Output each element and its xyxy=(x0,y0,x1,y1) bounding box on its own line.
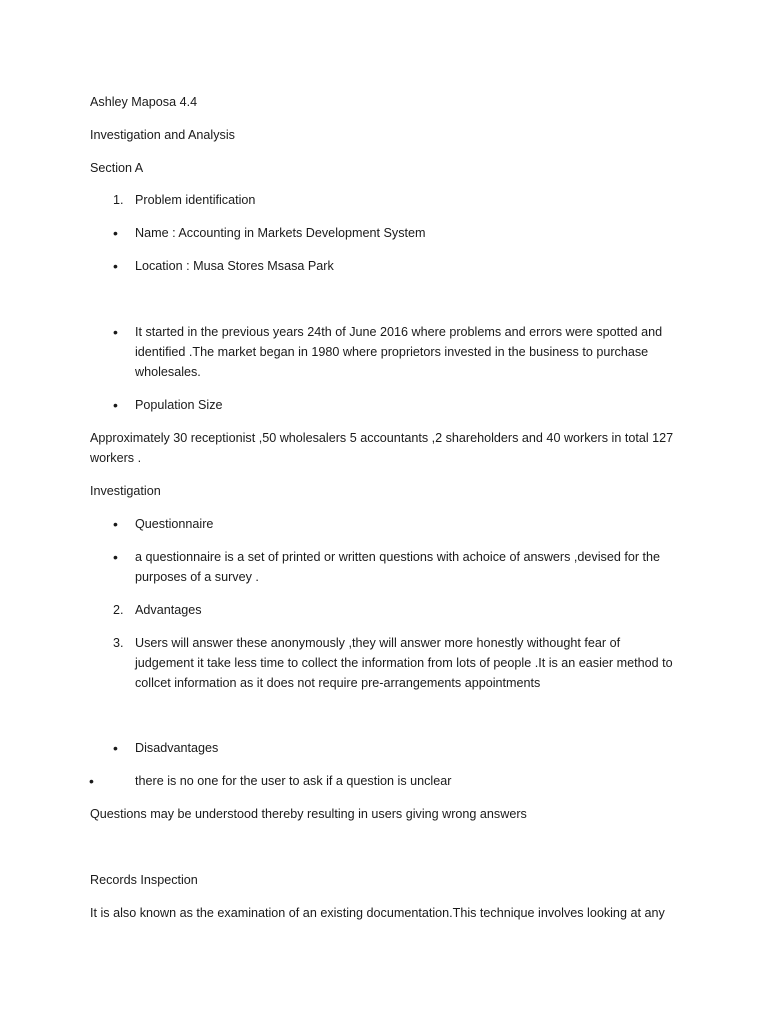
list-number-2: 2. xyxy=(113,603,124,617)
advantages-paragraph: Users will answer these anonymously ,they will answer more honestly withought fear of judgement it take less time to collect the information from lots of people .It is an easier method to collcet information as it does not require pre-arrangements appointments xyxy=(135,636,673,690)
bullet-marker: • xyxy=(113,549,118,565)
population-paragraph: Approximately 30 receptionist ,50 wholesalers 5 accountants ,2 shareholders and 40 workers in total 127 workers . xyxy=(90,431,674,465)
bullet-marker: • xyxy=(113,740,118,756)
location-line: Location : Musa Stores Msasa Park xyxy=(135,259,334,273)
disadvantage-1: there is no one for the user to ask if a question is unclear xyxy=(135,774,452,788)
population-heading: Population Size xyxy=(135,398,223,412)
disadvantage-2: Questions may be understood thereby resulting in users giving wrong answers xyxy=(90,807,527,821)
disadvantages-heading: Disadvantages xyxy=(135,741,219,755)
investigation-heading: Investigation xyxy=(90,484,161,498)
bullet-marker: • xyxy=(113,225,118,241)
history-paragraph: It started in the previous years 24th of June 2016 where problems and errors were spotted and identified .The market began in 1980 where proprietors invested in the business to purchase wholesales. xyxy=(135,325,663,379)
bullet-marker: • xyxy=(113,397,118,413)
list-number-1: 1. xyxy=(113,193,124,207)
records-heading: Records Inspection xyxy=(90,873,198,887)
bullet-marker: • xyxy=(113,258,118,274)
name-line: Name : Accounting in Markets Development System xyxy=(135,226,426,240)
bullet-marker: • xyxy=(89,773,94,789)
section-label: Section A xyxy=(90,161,144,175)
bullet-marker: • xyxy=(113,516,118,532)
author-line: Ashley Maposa 4.4 xyxy=(90,95,198,109)
list-number-3: 3. xyxy=(113,636,124,650)
records-paragraph: It is also known as the examination of an existing documentation.This technique involves looking at any xyxy=(90,906,665,920)
advantages-heading: Advantages xyxy=(135,603,202,617)
bullet-marker: • xyxy=(113,324,118,340)
document-heading: Investigation and Analysis xyxy=(90,128,235,142)
questionnaire-heading: Questionnaire xyxy=(135,517,214,531)
questionnaire-definition: a questionnaire is a set of printed or written questions with achoice of answers ,devised for the purposes of a survey . xyxy=(135,550,661,584)
problem-identification: Problem identification xyxy=(135,193,256,207)
